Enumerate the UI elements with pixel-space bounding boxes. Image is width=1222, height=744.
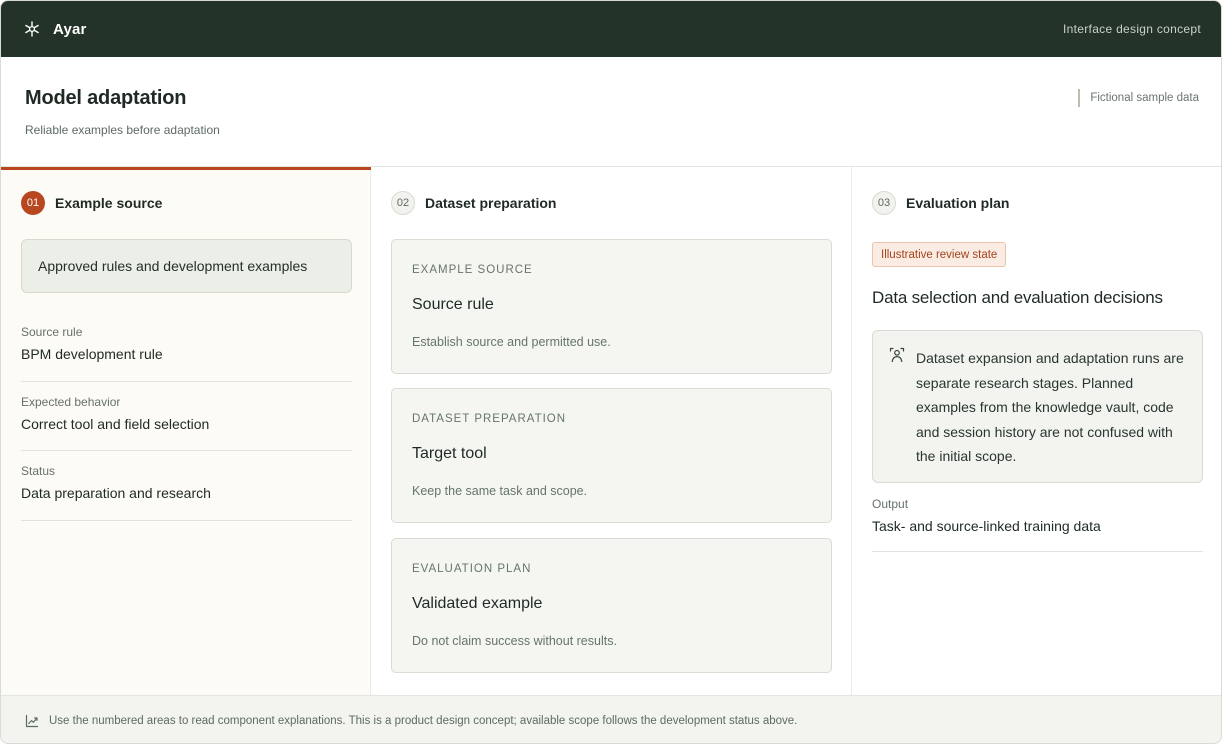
page-header: [1, 57, 1222, 167]
footer-hint: [1, 695, 1222, 744]
stage-card[interactable]: [391, 538, 832, 673]
asterisk-logo-icon: [23, 20, 41, 38]
column-example-source[interactable]: [1, 167, 371, 695]
step-number-badge: 01: [21, 191, 45, 215]
field-status: [21, 464, 352, 521]
evaluation-heading: Data selection and evaluation decisions: [872, 288, 1163, 307]
page-subtitle: Reliable examples before adaptation: [25, 123, 220, 137]
stage-card[interactable]: [391, 388, 832, 523]
card-kicker: EXAMPLE SOURCE: [412, 264, 533, 276]
chart-trend-icon: [25, 714, 39, 728]
note-text: Dataset expansion and adaptation runs are separate research stages. Planned examples from the knowledge vault, code and session history are not confused with the initial scope.: [916, 350, 1184, 464]
field-value: Data preparation and research: [21, 485, 211, 501]
column-dataset-preparation[interactable]: [371, 167, 852, 695]
field-expected-behavior: [21, 395, 352, 451]
card-description: Keep the same task and scope.: [412, 484, 588, 498]
card-description: Do not claim success without results.: [412, 634, 617, 648]
card-kicker: DATASET PREPARATION: [412, 413, 567, 425]
field-value: BPM development rule: [21, 346, 163, 362]
column-title: Example source: [55, 195, 163, 211]
field-label: Output: [872, 497, 909, 511]
field-source-rule: [21, 325, 352, 382]
card-title: Target tool: [412, 445, 487, 462]
field-output: [872, 497, 1203, 552]
sample-data-tag: Fictional sample data: [1078, 89, 1199, 107]
brand-name: Ayar: [53, 20, 87, 38]
top-bar: [1, 1, 1222, 57]
column-header: [391, 191, 556, 215]
card-title: Source rule: [412, 296, 494, 313]
field-label: Status: [21, 464, 56, 478]
column-title: Evaluation plan: [906, 195, 1010, 211]
field-value: Task- and source-linked training data: [872, 518, 1101, 534]
column-evaluation-plan[interactable]: [852, 167, 1222, 695]
column-title: Dataset preparation: [425, 195, 557, 211]
brand[interactable]: [23, 20, 87, 38]
source-summary-pill: Approved rules and development examples: [21, 239, 352, 293]
page-title: Model adaptation: [25, 87, 187, 109]
step-number-badge: 02: [391, 191, 415, 215]
field-value: Correct tool and field selection: [21, 416, 210, 432]
field-label: Source rule: [21, 325, 83, 339]
review-state-badge: Illustrative review state: [872, 242, 1006, 267]
step-number-badge: 03: [872, 191, 896, 215]
stage-card[interactable]: [391, 239, 832, 374]
workflow-columns: [1, 167, 1222, 695]
card-description: Establish source and permitted use.: [412, 335, 611, 349]
person-focus-icon: [889, 347, 905, 363]
card-kicker: EVALUATION PLAN: [412, 563, 532, 575]
research-note: [872, 330, 1203, 483]
card-title: Validated example: [412, 595, 543, 612]
concept-label: Interface design concept: [1063, 22, 1201, 36]
column-header: [872, 191, 1009, 215]
column-header: [21, 191, 162, 215]
footer-text: Use the numbered areas to read component explanations. This is a product design concept; available scope follows the development status above.: [49, 714, 798, 727]
field-label: Expected behavior: [21, 395, 121, 409]
